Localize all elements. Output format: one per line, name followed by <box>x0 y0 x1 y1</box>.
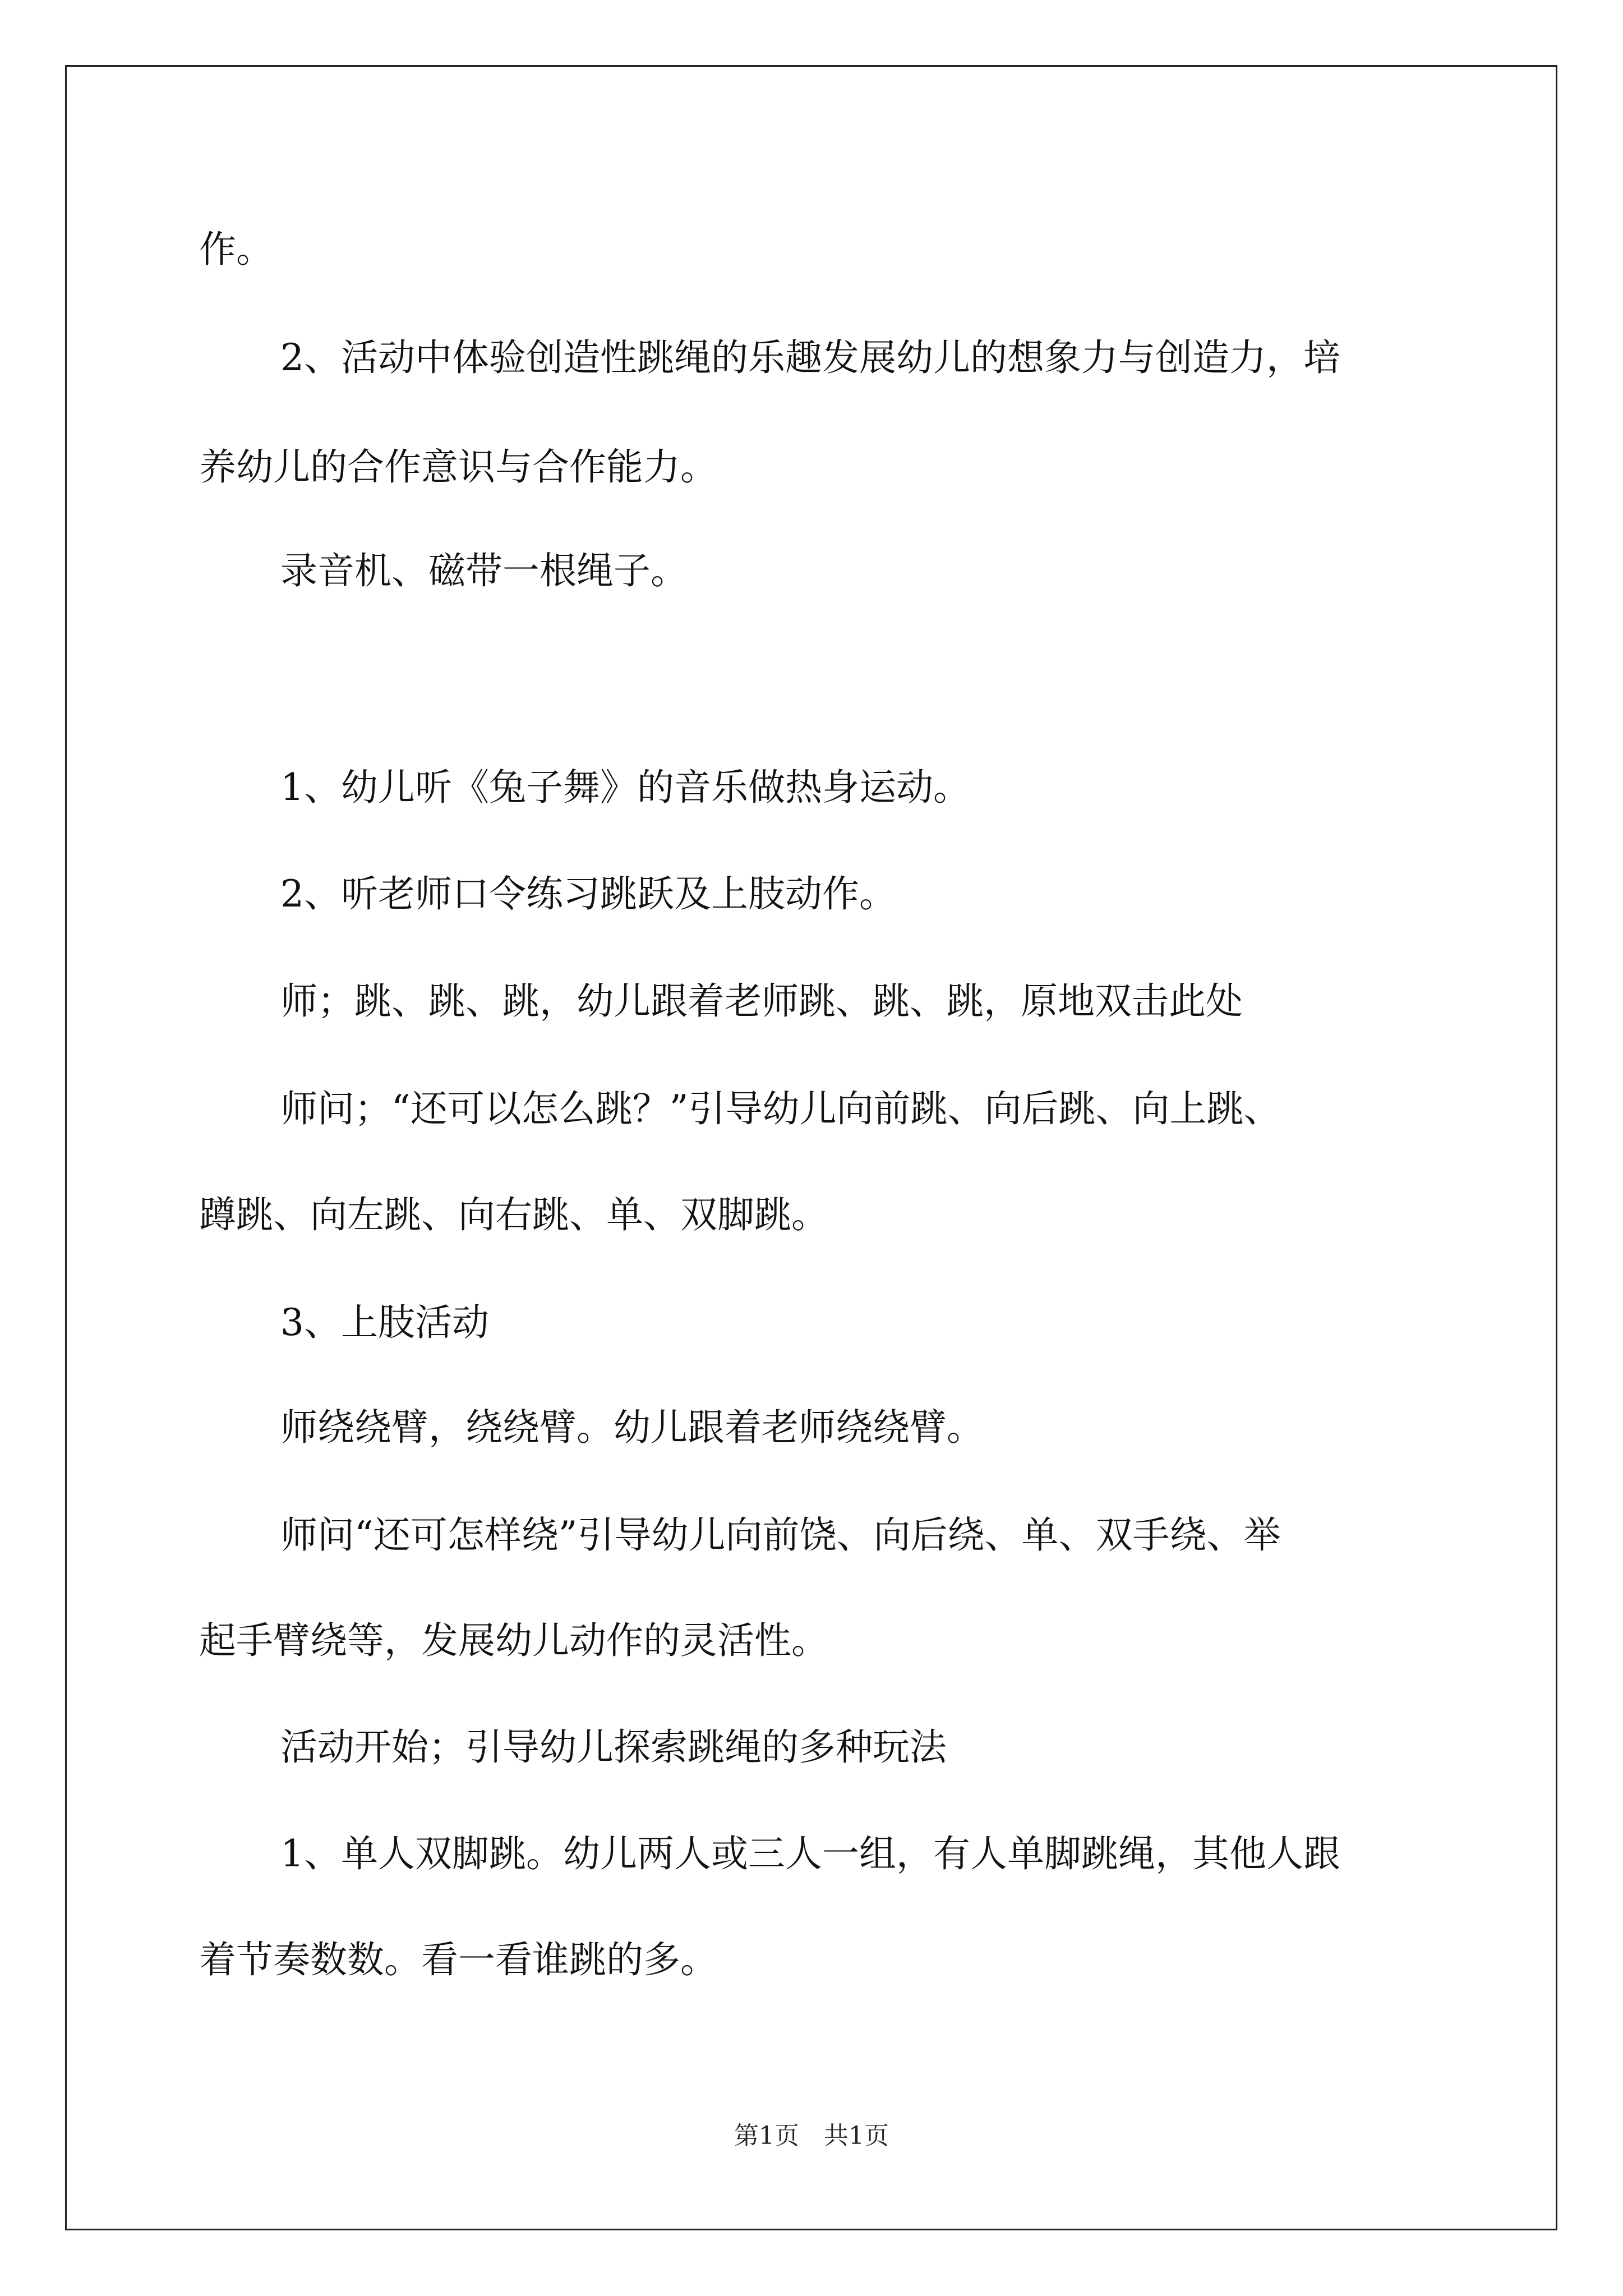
text-line: 蹲跳、向左跳、向右跳、单、双脚跳。 <box>199 1193 828 1236</box>
text-line: 起手臂绕等，发展幼儿动作的灵活性。 <box>199 1619 828 1662</box>
text-line: 着节奏数数。看一看谁跳的多。 <box>199 1938 717 1981</box>
page-border <box>65 65 1557 2230</box>
text-line: 师绕绕臂，绕绕臂。幼儿跟着老师绕绕臂。 <box>280 1406 984 1449</box>
text-line: 1、幼儿听《兔子舞》的音乐做热身运动。 <box>280 766 970 809</box>
text-line: 2、活动中体验创造性跳绳的乐趣发展幼儿的想象力与创造力，培 <box>280 336 1340 379</box>
text-line: 师问；“还可以怎么跳？”引导幼儿向前跳、向后跳、向上跳、 <box>280 1087 1281 1130</box>
page-footer: 第1页 共1页 <box>734 2122 889 2150</box>
text-line: 活动开始；引导幼儿探索跳绳的多种玩法 <box>280 1726 947 1769</box>
text-line: 养幼儿的合作意识与合作能力。 <box>199 445 717 489</box>
text-line: 1、单人双脚跳。幼儿两人或三人一组，有人单脚跳绳，其他人跟 <box>280 1832 1340 1875</box>
text-line: 录音机、磁带一根绳子。 <box>280 549 688 592</box>
text-line: 作。 <box>199 228 273 271</box>
text-line: 2、听老师口令练习跳跃及上肢动作。 <box>280 872 896 915</box>
text-line: 3、上肢活动 <box>280 1301 489 1344</box>
text-line: 师；跳、跳、跳，幼儿跟着老师跳、跳、跳，原地双击此处 <box>280 979 1243 1023</box>
text-line: 师问“还可怎样绕”引导幼儿向前饶、向后绕、单、双手绕、举 <box>280 1513 1281 1557</box>
